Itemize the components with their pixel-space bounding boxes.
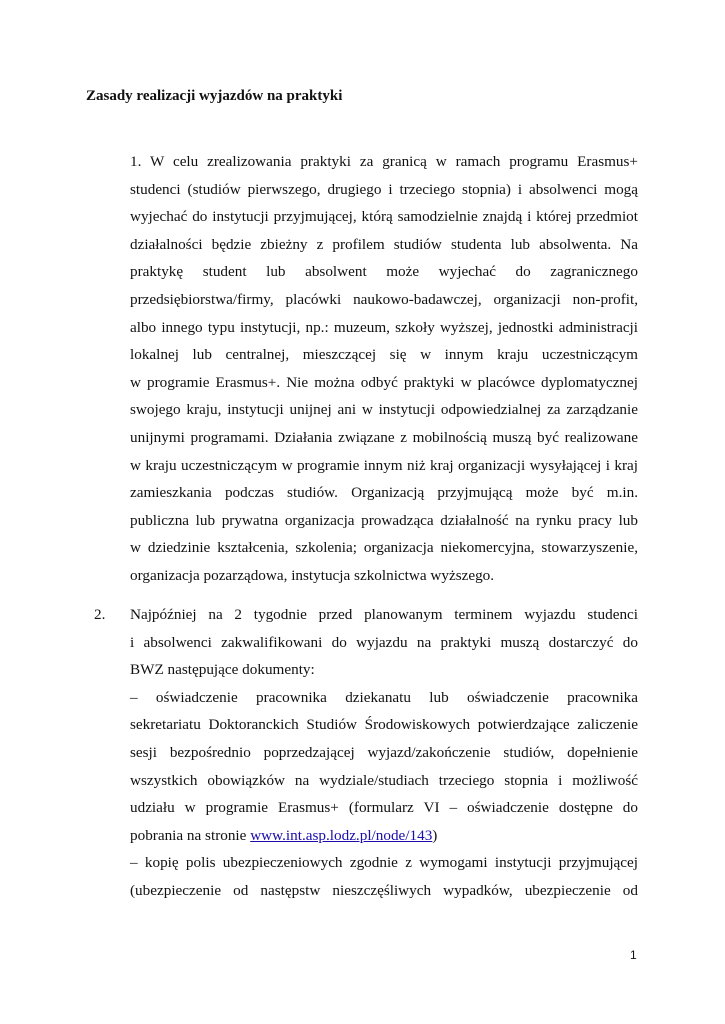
- text-line: w dziedzinie kształcenia, szkolenia; organizacja niekomercyjna, stowarzyszenie,: [130, 539, 638, 557]
- text-line: zamieszkania podczas studiów. Organizacją przyjmującą może być m.in.: [130, 484, 638, 502]
- text-line: wyjechać do instytucji przyjmującej, którą samodzielnie znajdą i której przedmiot: [130, 208, 638, 226]
- form-download-link[interactable]: www.int.asp.lodz.pl/node/143: [250, 826, 433, 844]
- text-line: swojego kraju, instytucji unijnej ani w instytucji odpowiedzialnej za zarządzanie: [130, 401, 638, 419]
- text-line: BWZ następujące dokumenty:: [130, 661, 315, 679]
- text-line: udziału w programie Erasmus+ (formularz VI – oświadczenie dostępne do: [130, 799, 638, 817]
- text-line: (ubezpieczenie od następstw nieszczęśliwych wypadków, ubezpieczenie od: [130, 882, 638, 899]
- page-number: 1: [630, 948, 637, 962]
- document-title: Zasady realizacji wyjazdów na praktyki: [86, 88, 343, 104]
- text-line: organizacja pozarządowa, instytucja szkolnictwa wyższego.: [130, 567, 495, 584]
- text-line: 1. W celu zrealizowania praktyki za granicą w ramach programu Erasmus+: [130, 153, 638, 170]
- text-line: wszystkich obowiązków na wydziale/studiach trzeciego stopnia i możliwość: [130, 771, 638, 789]
- text-line: sesji bezpośrednio poprzedzającej wyjazd/zakończenie studiów, dopełnienie: [130, 744, 638, 761]
- text-line: lokalnej lub centralnej, mieszczącej się w innym kraju uczestniczącym: [130, 346, 638, 364]
- text-line: – kopię polis ubezpieczeniowych zgodnie z wymogami instytucji przyjmującej: [130, 854, 638, 872]
- text-line: – oświadczenie pracownika dziekanatu lub oświadczenie pracownika: [130, 688, 638, 706]
- text-line: Najpóźniej na 2 tygodnie przed planowanym terminem wyjazdu studenci: [130, 606, 638, 623]
- text-line: albo innego typu instytucji, np.: muzeum, szkoły wyższej, jednostki administracji: [130, 318, 638, 336]
- text-line: praktykę student lub absolwent może wyjechać do zagranicznego: [130, 263, 638, 281]
- text-line: unijnymi programami. Działania związane z mobilnością muszą być realizowane: [130, 429, 638, 446]
- text-line: publiczna lub prywatna organizacja prowadząca działalność na rynku pracy lub: [130, 511, 638, 529]
- text-line: przedsiębiorstwa/firmy, placówki naukowo-badawczej, organizacji non-profit,: [130, 291, 638, 308]
- text-line-with-link: [130, 825, 638, 847]
- text-line: i absolwenci zakwalifikowani do wyjazdu na praktyki muszą dostarczyć do: [130, 633, 638, 651]
- section-2-number: 2.: [94, 606, 106, 623]
- text-line: w programie Erasmus+. Nie można odbyć praktyki w placówce dyplomatycznej: [130, 373, 638, 391]
- text-line: w kraju uczestniczącym w programie innym niż kraj organizacji wysyłającej i kraj: [130, 456, 638, 474]
- link-suffix: ): [432, 826, 438, 844]
- text-line: działalności będzie zbieżny z profilem studiów studenta lub absolwenta. Na: [130, 235, 638, 253]
- text-line: studenci (studiów pierwszego, drugiego i trzeciego stopnia) i absolwenci mogą: [130, 180, 638, 198]
- text-line: sekretariatu Doktoranckich Studiów Środowiskowych potwierdzające zaliczenie: [130, 716, 638, 734]
- link-prefix: pobrania na stronie: [130, 826, 251, 844]
